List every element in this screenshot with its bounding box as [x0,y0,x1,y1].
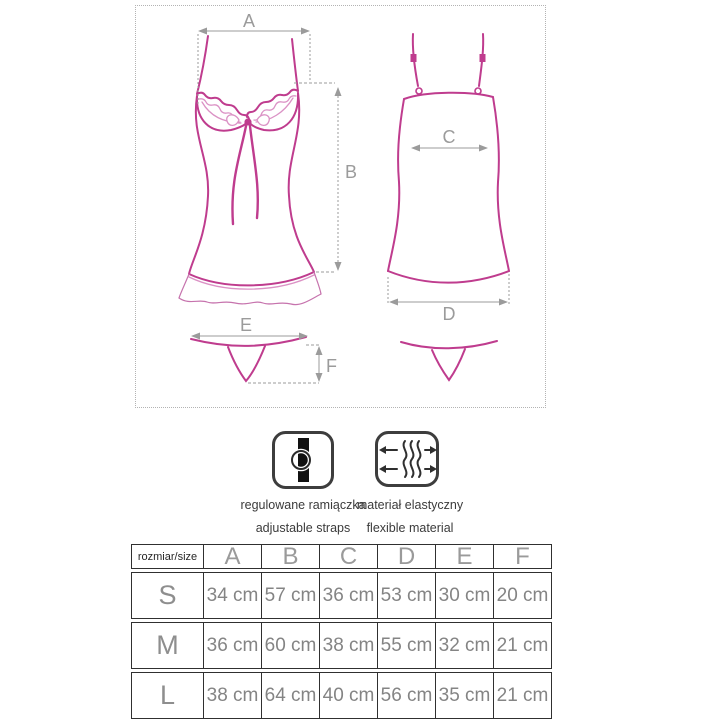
table-row-size-l [131,672,552,719]
value-cell: 56 cm [377,673,435,718]
measure-label-e: E [239,315,253,335]
value-cell: 36 cm [203,623,261,668]
measurement-diagram [135,5,546,408]
value-cell: 20 cm [493,573,551,618]
flexible-material-label-pl: materiał elastyczny [356,498,464,512]
measure-label-d: D [442,304,456,324]
adjustable-straps-icon [272,431,334,494]
value-cell: 64 cm [261,673,319,718]
size-cell: S [158,580,177,610]
value-cell: 32 cm [435,623,493,668]
measure-letters [240,11,456,376]
flexible-material-icon [375,431,439,492]
table-row-size-s [131,572,552,619]
value-cell: 55 cm [377,623,435,668]
measure-label-c: C [442,127,456,147]
value-cell: 57 cm [261,573,319,618]
value-cell: 53 cm [377,573,435,618]
size-table [131,544,552,720]
column-header-a: A [203,545,261,568]
column-header-c: C [319,545,377,568]
value-cell: 34 cm [203,573,261,618]
front-garment [189,36,314,285]
value-cell: 21 cm [493,623,551,668]
value-cell: 38 cm [319,623,377,668]
table-row-size-m [131,622,552,669]
value-cell: 38 cm [203,673,261,718]
adjustable-straps-label-en: adjustable straps [255,521,351,535]
value-cell: 40 cm [319,673,377,718]
thong-back [401,341,497,380]
value-cell: 35 cm [435,673,493,718]
size-cell: L [159,680,176,710]
measure-label-a: A [242,11,256,31]
value-cell: 21 cm [493,673,551,718]
measure-label-b: B [345,162,358,182]
measure-label-f: F [326,356,337,376]
garment-drawing [136,6,547,409]
adjustable-straps-label-pl: regulowane ramiączka [240,498,366,512]
size-table-corner-cell: rozmiar/size [137,550,198,563]
value-cell: 36 cm [319,573,377,618]
column-header-e: E [435,545,493,568]
back-garment [388,34,509,283]
thong-front [191,337,306,381]
value-cell: 30 cm [435,573,493,618]
size-cell: M [156,630,179,660]
column-header-b: B [261,545,319,568]
flexible-material-label-en: flexible material [366,521,454,535]
value-cell: 60 cm [261,623,319,668]
size-table-header-row [131,544,552,569]
column-header-f: F [493,545,551,568]
column-header-d: D [377,545,435,568]
